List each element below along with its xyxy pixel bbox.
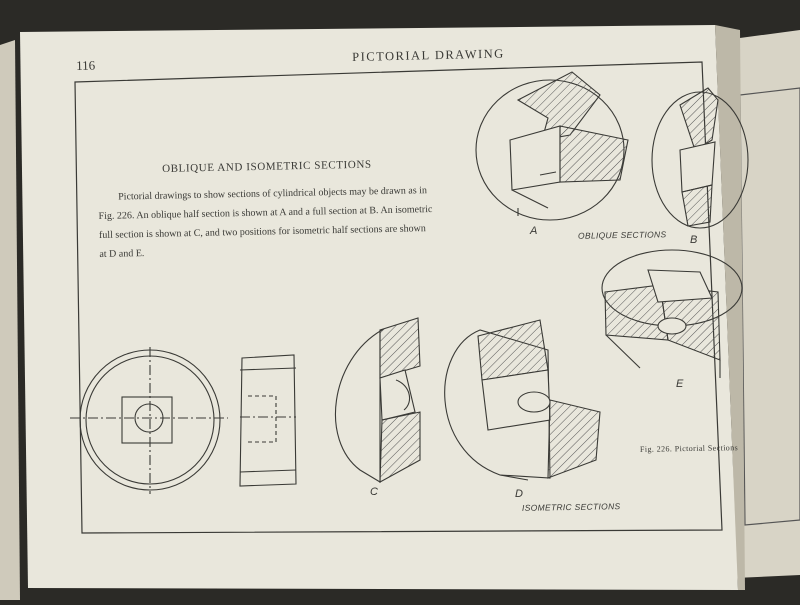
- body-paragraph-text: Pictorial drawings to show sections of cylindrical objects may be drawn as in Fig. 226. An oblique half section is shown at A and a full section at B. An isometric full section is shown at C, and two positions for isometric half sections are shown at D and E.: [98, 185, 433, 260]
- page-number: 116: [76, 57, 96, 73]
- label-c: C: [370, 486, 378, 498]
- oblique-sections-caption: OBLIQUE SECTIONS: [577, 229, 667, 241]
- label-e: E: [676, 378, 684, 390]
- label-a: A: [530, 225, 538, 237]
- isometric-sections-caption: ISOMETRIC SECTIONS: [521, 501, 621, 513]
- body-paragraph: [98, 181, 435, 264]
- section-heading: OBLIQUE AND ISOMETRIC SECTIONS: [162, 158, 372, 175]
- figure-caption: Fig. 226. Pictorial Sections: [639, 443, 739, 454]
- label-b: B: [690, 234, 698, 246]
- running-head: PICTORIAL DRAWING: [352, 46, 505, 64]
- label-d: D: [515, 488, 523, 500]
